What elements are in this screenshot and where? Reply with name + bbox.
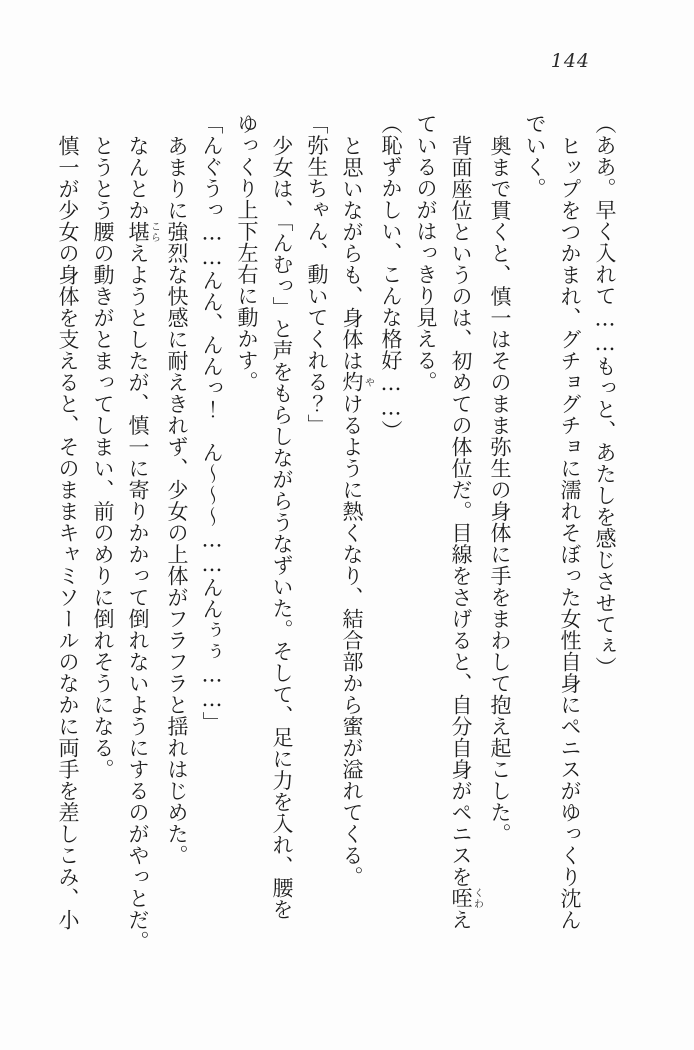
text-line: 慎一が少女の身体を支えると、そのままキャミソールのなかに両手を差しこみ、小 [56,134,80,930]
furigana-ruby: 堪こら [126,220,160,242]
text-line: （ああ。早く入れて……もっと、あたしを感じさせてぇ） [593,113,617,678]
furigana-ruby: 灼や [340,371,374,393]
text-line: でいく。 [523,113,547,199]
text-line: ヒップをつかまれ、グチョグチョに濡れそぼった女性自身にペニスがゆっくり沈ん [558,134,582,930]
text-line: 背面座位というのは、初めての体位だ。目線をさげると、自分自身がペニスを咥くわえ [449,134,483,930]
text-line: 「んぐうっ……んん、んんっ！ ん〜〜〜……んんぅぅ……」 [200,113,224,733]
furigana-text: くわ [471,887,483,909]
furigana-text: こら [148,220,160,242]
text-body [50,113,622,965]
text-line: 「弥生ちゃん、動いてくれる？」 [305,113,329,436]
furigana-ruby: 咥くわ [449,887,483,909]
text-line: と思いながらも、身体は灼やけるように熱くなり、結合部から蜜が溢れてくる。 [340,134,374,887]
text-line: （恥ずかしい、こんな格好……） [379,113,403,442]
text-line: 少女は、「んむっ」と声をもらしながらうなずいた。そして、足に力を入れ、腰を [270,134,294,920]
text-line: あまりに強烈な快感に耐えきれず、少女の上体がフラフラと揺れはじめた。 [165,134,189,866]
furigana-text: や [362,371,374,393]
text-line: ゆっくり上下左右に動かす。 [235,113,259,393]
page-number: 144 [550,50,590,72]
text-line: 奥まで貫くと、慎一はそのまま弥生の身体に手をまわして抱え起こした。 [488,134,512,844]
text-line: とうとう腰の動きがとまってしまい、前のめりに倒れそうになる。 [91,134,115,780]
text-line: ているのがはっきり見える。 [414,113,438,393]
text-line: なんとか堪こらえようとしたが、慎一に寄りかかって倒れないようにするのがやっとだ。 [126,134,160,952]
